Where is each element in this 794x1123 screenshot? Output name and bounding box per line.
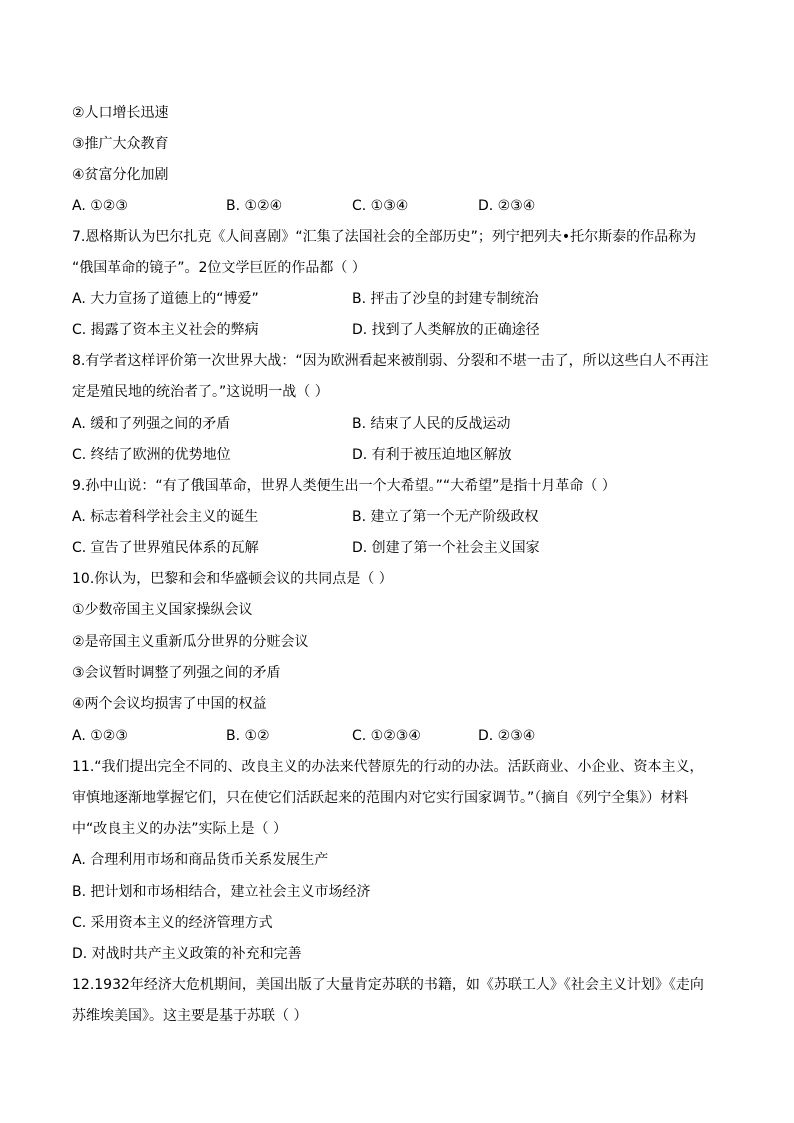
q10-option-a: A. ①②③ xyxy=(72,728,128,744)
q10-statement-3: ③会议暂时调整了列强之间的矛盾 xyxy=(72,665,281,681)
q11-option-a: A. 合理利用市场和商品货币关系发展生产 xyxy=(72,852,329,868)
q11-option-c: C. 采用资本主义的经济管理方式 xyxy=(72,915,273,931)
q10-statement-1: ①少数帝国主义国家操纵会议 xyxy=(72,602,253,618)
q11-option-d: D. 对战时共产主义政策的补充和完善 xyxy=(72,946,302,962)
q12-stem-line-2: 苏维埃美国》。这主要是基于苏联（ ） xyxy=(72,1008,308,1024)
q9-option-a: A. 标志着科学社会主义的诞生 xyxy=(72,509,259,525)
q6-option-d: D. ②③④ xyxy=(478,198,536,214)
q9-stem-line-1: 9.孙中山说：“有了俄国革命，世界人类便生出一个大希望。”“大希望”是指十月革命（ ） xyxy=(72,478,616,494)
q6-option-b: B. ①②④ xyxy=(226,198,283,214)
q10-statement-2: ②是帝国主义重新瓜分世界的分赃会议 xyxy=(72,634,309,650)
q6-statement-3: ③推广大众教育 xyxy=(72,136,169,152)
q8-option-d: D. 有利于被压迫地区解放 xyxy=(352,447,512,463)
q10-stem-line-1: 10.你认为，巴黎和会和华盛顿会议的共同点是（ ） xyxy=(72,571,393,587)
q7-stem-line-1: 7.恩格斯认为巴尔扎克《人间喜剧》“汇集了法国社会的全部历史”；列宁把列夫•托尔斯泰的作品称为 xyxy=(72,229,697,245)
q8-stem-line-1: 8.有学者这样评价第一次世界大战：“因为欧洲看起来被削弱、分裂和不堪一击了，所以这些白人不再注 xyxy=(72,353,709,369)
q7-option-d: D. 找到了人类解放的正确途径 xyxy=(352,322,540,338)
q7-option-a: A. 大力宣扬了道德上的“博爱” xyxy=(72,291,259,307)
q11-stem-line-2: 审慎地逐渐地掌握它们，只在使它们活跃起来的范围内对它实行国家调节。”（摘自《列宁全集》）材料 xyxy=(72,790,689,806)
q10-option-c: C. ①②③④ xyxy=(352,728,421,744)
q11-stem-line-3: 中“改良主义的办法”实际上是（ ） xyxy=(72,821,287,837)
q9-option-d: D. 创建了第一个社会主义国家 xyxy=(352,540,540,556)
q6-option-a: A. ①②③ xyxy=(72,198,128,214)
q7-stem-line-2: “俄国革命的镜子”。2位文学巨匠的作品都（ ） xyxy=(72,260,366,276)
q9-option-c: C. 宣告了世界殖民体系的瓦解 xyxy=(72,540,259,556)
q12-stem-line-1: 12.1932年经济大危机期间，美国出版了大量肯定苏联的书籍，如《苏联工人》《社会主义计划》《走向 xyxy=(72,977,704,993)
q10-option-d: D. ②③④ xyxy=(478,728,536,744)
q8-stem-line-2: 定是殖民地的统治者了。”这说明一战（ ） xyxy=(72,384,329,400)
q8-option-a: A. 缓和了列强之间的矛盾 xyxy=(72,416,231,432)
q7-option-c: C. 揭露了资本主义社会的弊病 xyxy=(72,322,259,338)
q6-option-c: C. ①③④ xyxy=(352,198,409,214)
q6-statement-4: ④贫富分化加剧 xyxy=(72,167,169,183)
q6-statement-2: ②人口增长迅速 xyxy=(72,105,169,121)
q8-option-b: B. 结束了人民的反战运动 xyxy=(352,416,511,432)
q9-option-b: B. 建立了第一个无产阶级政权 xyxy=(352,509,539,525)
q11-stem-line-1: 11.“我们提出完全不同的、改良主义的办法来代替原先的行动的办法。活跃商业、小企业、资本主义， xyxy=(72,759,704,775)
q8-option-c: C. 终结了欧洲的优势地位 xyxy=(72,447,231,463)
q7-option-b: B. 抨击了沙皇的封建专制统治 xyxy=(352,291,539,307)
q10-option-b: B. ①② xyxy=(226,728,270,744)
q10-statement-4: ④两个会议均损害了中国的权益 xyxy=(72,696,267,712)
q11-option-b: B. 把计划和市场相结合，建立社会主义市场经济 xyxy=(72,884,371,900)
